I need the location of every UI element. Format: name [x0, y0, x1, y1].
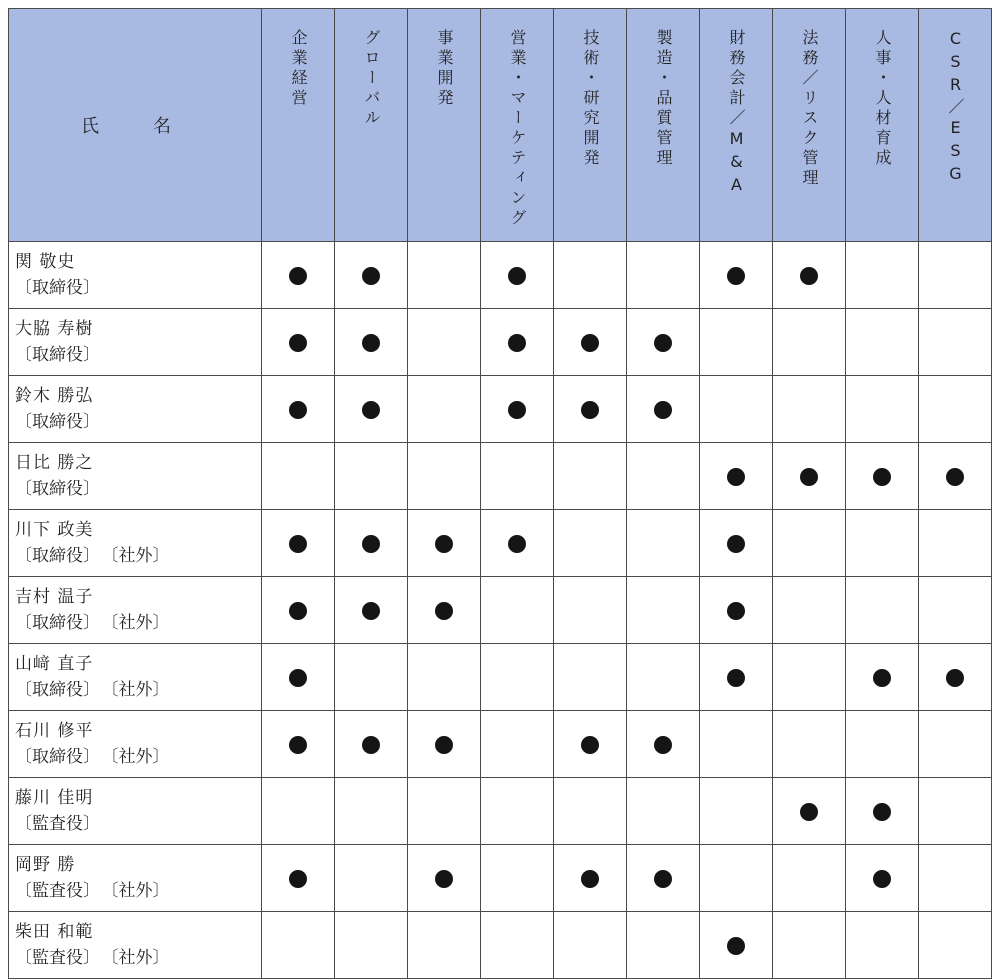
filled-circle-icon: [289, 736, 307, 754]
skill-cell: [627, 510, 700, 577]
skill-cell: [554, 778, 627, 845]
skill-cell: [919, 711, 992, 778]
filled-circle-icon: [362, 401, 380, 419]
person-cell: [9, 711, 262, 778]
skill-cell: [627, 845, 700, 912]
filled-circle-icon: [727, 937, 745, 955]
skill-column-header: [408, 9, 481, 242]
skill-cell: [554, 510, 627, 577]
filled-circle-icon: [362, 334, 380, 352]
filled-circle-icon: [727, 468, 745, 486]
skill-cell: [262, 778, 335, 845]
skill-cell: [481, 577, 554, 644]
skill-cell: [335, 376, 408, 443]
skill-cell: [773, 912, 846, 979]
table-row: [9, 644, 992, 711]
skill-cell: [262, 644, 335, 711]
skill-cell: [700, 309, 773, 376]
skill-cell: [481, 510, 554, 577]
skill-cell: [481, 376, 554, 443]
skill-cell: [773, 577, 846, 644]
skill-cell: [627, 644, 700, 711]
skill-cell: [846, 912, 919, 979]
skill-cell: [554, 242, 627, 309]
filled-circle-icon: [289, 870, 307, 888]
skill-cell: [627, 912, 700, 979]
person-cell: [9, 376, 262, 443]
role-label: 〔社外〕: [110, 613, 170, 633]
skill-cell: [846, 242, 919, 309]
person-roles: [15, 811, 261, 837]
filled-circle-icon: [873, 870, 891, 888]
person-name: 関 敬史: [15, 252, 76, 272]
filled-circle-icon: [873, 468, 891, 486]
skill-cell: [335, 242, 408, 309]
skill-cell: [700, 242, 773, 309]
skill-cell: [627, 309, 700, 376]
role-label: 〔社外〕: [110, 881, 170, 901]
filled-circle-icon: [289, 535, 307, 553]
skill-cell: [481, 778, 554, 845]
person-cell: [9, 443, 262, 510]
skill-cell: [919, 510, 992, 577]
skill-cell: [627, 711, 700, 778]
skill-cell: [408, 443, 481, 510]
skill-label: グローバル: [362, 29, 381, 129]
skill-cell: [262, 711, 335, 778]
skill-cell: [627, 242, 700, 309]
skill-cell: [627, 376, 700, 443]
filled-circle-icon: [581, 870, 599, 888]
filled-circle-icon: [654, 736, 672, 754]
skill-cell: [919, 778, 992, 845]
skill-cell: [773, 309, 846, 376]
skill-cell: [773, 644, 846, 711]
filled-circle-icon: [946, 468, 964, 486]
role-label: 〔社外〕: [110, 680, 170, 700]
skill-column-header: [335, 9, 408, 242]
person-name: 鈴木 勝弘: [15, 386, 94, 406]
person-cell: [9, 242, 262, 309]
person-cell: [9, 912, 262, 979]
person-roles: [15, 945, 261, 971]
skill-cell: [700, 711, 773, 778]
skill-cell: [627, 577, 700, 644]
person-name: 山﨑 直子: [15, 654, 94, 674]
skill-cell: [773, 376, 846, 443]
skill-cell: [335, 644, 408, 711]
person-roles: [15, 878, 261, 904]
skill-cell: [408, 778, 481, 845]
skill-column-header: [554, 9, 627, 242]
role-label: 〔取締役〕: [15, 546, 100, 566]
filled-circle-icon: [727, 535, 745, 553]
person-name: 岡野 勝: [15, 855, 76, 875]
skill-cell: [554, 577, 627, 644]
table-row: [9, 309, 992, 376]
skill-cell: [773, 778, 846, 845]
filled-circle-icon: [873, 669, 891, 687]
skill-cell: [262, 309, 335, 376]
filled-circle-icon: [362, 736, 380, 754]
role-label: 〔取締役〕: [15, 680, 100, 700]
table-row: [9, 778, 992, 845]
skill-label: 事業開発: [435, 29, 454, 109]
skill-cell: [262, 443, 335, 510]
skill-cell: [554, 711, 627, 778]
person-roles: [15, 476, 261, 502]
skill-column-header: [846, 9, 919, 242]
role-label: 〔取締役〕: [15, 747, 100, 767]
person-roles: [15, 744, 261, 770]
role-label: 〔社外〕: [110, 747, 170, 767]
filled-circle-icon: [727, 602, 745, 620]
filled-circle-icon: [800, 468, 818, 486]
table-row: [9, 443, 992, 510]
filled-circle-icon: [508, 401, 526, 419]
skill-cell: [554, 912, 627, 979]
filled-circle-icon: [581, 334, 599, 352]
role-label: 〔取締役〕: [15, 613, 100, 633]
person-cell: [9, 644, 262, 711]
filled-circle-icon: [289, 401, 307, 419]
table-body: [9, 242, 992, 979]
skill-cell: [846, 577, 919, 644]
person-roles: [15, 543, 261, 569]
skill-cell: [408, 711, 481, 778]
skill-cell: [262, 376, 335, 443]
skill-cell: [481, 309, 554, 376]
header-row: [9, 9, 992, 242]
skill-cell: [919, 912, 992, 979]
skill-cell: [700, 510, 773, 577]
skill-cell: [700, 912, 773, 979]
skill-cell: [700, 644, 773, 711]
person-name: 藤川 佳明: [15, 788, 94, 808]
filled-circle-icon: [289, 669, 307, 687]
skill-cell: [846, 443, 919, 510]
filled-circle-icon: [289, 267, 307, 285]
skill-cell: [700, 778, 773, 845]
filled-circle-icon: [654, 401, 672, 419]
skill-cell: [408, 309, 481, 376]
table-row: [9, 242, 992, 309]
filled-circle-icon: [581, 401, 599, 419]
skill-cell: [554, 644, 627, 711]
skill-cell: [919, 443, 992, 510]
person-roles: [15, 342, 261, 368]
skill-cell: [773, 242, 846, 309]
role-label: 〔取締役〕: [15, 345, 100, 365]
skill-column-header: [481, 9, 554, 242]
role-label: 〔監査役〕: [15, 948, 100, 968]
filled-circle-icon: [946, 669, 964, 687]
filled-circle-icon: [435, 870, 453, 888]
skill-cell: [262, 510, 335, 577]
filled-circle-icon: [508, 267, 526, 285]
skill-cell: [846, 510, 919, 577]
skill-label: 営業・マーケティング: [508, 29, 527, 229]
person-cell: [9, 577, 262, 644]
skill-cell: [846, 778, 919, 845]
filled-circle-icon: [508, 535, 526, 553]
filled-circle-icon: [654, 870, 672, 888]
skill-cell: [262, 912, 335, 979]
filled-circle-icon: [581, 736, 599, 754]
skill-cell: [481, 711, 554, 778]
skill-cell: [773, 510, 846, 577]
skill-column-header: [700, 9, 773, 242]
table-row: [9, 912, 992, 979]
filled-circle-icon: [362, 267, 380, 285]
filled-circle-icon: [727, 669, 745, 687]
skill-label: 技術・研究開発: [581, 29, 600, 169]
person-name: 柴田 和範: [15, 922, 94, 942]
skill-cell: [700, 577, 773, 644]
skill-matrix-table: [8, 8, 992, 979]
skill-cell: [846, 376, 919, 443]
filled-circle-icon: [800, 267, 818, 285]
skill-cell: [408, 845, 481, 912]
skill-label: 製造・品質管理: [654, 29, 673, 169]
skill-cell: [554, 376, 627, 443]
skill-cell: [408, 644, 481, 711]
skill-cell: [335, 778, 408, 845]
person-name: 吉村 温子: [15, 587, 94, 607]
skill-cell: [627, 778, 700, 845]
person-cell: [9, 309, 262, 376]
filled-circle-icon: [800, 803, 818, 821]
role-label: 〔取締役〕: [15, 412, 100, 432]
skill-cell: [335, 912, 408, 979]
filled-circle-icon: [508, 334, 526, 352]
skill-cell: [335, 577, 408, 644]
person-name: 大脇 寿樹: [15, 319, 94, 339]
skill-cell: [700, 443, 773, 510]
person-name: 川下 政美: [15, 520, 94, 540]
skill-cell: [408, 912, 481, 979]
skill-cell: [919, 644, 992, 711]
person-roles: [15, 409, 261, 435]
skill-cell: [554, 443, 627, 510]
filled-circle-icon: [435, 602, 453, 620]
skill-label: 人事・人材育成: [873, 29, 892, 169]
skill-cell: [262, 577, 335, 644]
role-label: 〔監査役〕: [15, 881, 100, 901]
skill-cell: [919, 845, 992, 912]
skill-cell: [408, 577, 481, 644]
skill-cell: [919, 577, 992, 644]
skill-cell: [919, 242, 992, 309]
filled-circle-icon: [289, 334, 307, 352]
skill-cell: [846, 644, 919, 711]
skill-cell: [335, 711, 408, 778]
skill-column-header: [262, 9, 335, 242]
skill-cell: [919, 309, 992, 376]
person-cell: [9, 778, 262, 845]
skill-cell: [481, 242, 554, 309]
skill-cell: [335, 309, 408, 376]
person-roles: [15, 610, 261, 636]
skill-cell: [773, 845, 846, 912]
name-column-header: 氏 名: [9, 9, 262, 242]
table-row: [9, 711, 992, 778]
filled-circle-icon: [727, 267, 745, 285]
filled-circle-icon: [873, 803, 891, 821]
skill-cell: [919, 376, 992, 443]
person-name: 日比 勝之: [15, 453, 94, 473]
filled-circle-icon: [654, 334, 672, 352]
skill-cell: [554, 309, 627, 376]
skill-cell: [773, 711, 846, 778]
skill-matrix: [8, 8, 992, 979]
skill-cell: [335, 443, 408, 510]
table-row: [9, 845, 992, 912]
skill-cell: [846, 309, 919, 376]
filled-circle-icon: [289, 602, 307, 620]
skill-cell: [262, 242, 335, 309]
table-row: [9, 577, 992, 644]
skill-label: CSR／ESG: [946, 29, 965, 187]
role-label: 〔取締役〕: [15, 479, 100, 499]
filled-circle-icon: [362, 535, 380, 553]
skill-label: 法務／リスク管理: [800, 29, 819, 189]
skill-cell: [481, 644, 554, 711]
skill-cell: [335, 510, 408, 577]
skill-cell: [481, 912, 554, 979]
skill-label: 企業経営: [289, 29, 308, 109]
skill-cell: [335, 845, 408, 912]
person-name: 石川 修平: [15, 721, 94, 741]
skill-cell: [554, 845, 627, 912]
table-row: [9, 510, 992, 577]
person-roles: [15, 275, 261, 301]
skill-cell: [846, 845, 919, 912]
skill-cell: [408, 510, 481, 577]
filled-circle-icon: [435, 736, 453, 754]
skill-cell: [481, 443, 554, 510]
filled-circle-icon: [362, 602, 380, 620]
skill-cell: [481, 845, 554, 912]
skill-cell: [700, 376, 773, 443]
skill-cell: [408, 242, 481, 309]
skill-column-header: [627, 9, 700, 242]
skill-cell: [627, 443, 700, 510]
person-cell: [9, 845, 262, 912]
skill-cell: [700, 845, 773, 912]
role-label: 〔社外〕: [110, 546, 170, 566]
skill-column-header: [773, 9, 846, 242]
person-roles: [15, 677, 261, 703]
filled-circle-icon: [435, 535, 453, 553]
person-cell: [9, 510, 262, 577]
skill-cell: [773, 443, 846, 510]
role-label: 〔社外〕: [110, 948, 170, 968]
skill-label: 財務会計／M&A: [727, 29, 746, 198]
skill-cell: [262, 845, 335, 912]
skill-column-header: [919, 9, 992, 242]
role-label: 〔取締役〕: [15, 278, 100, 298]
table-row: [9, 376, 992, 443]
role-label: 〔監査役〕: [15, 814, 100, 834]
skill-cell: [408, 376, 481, 443]
skill-cell: [846, 711, 919, 778]
